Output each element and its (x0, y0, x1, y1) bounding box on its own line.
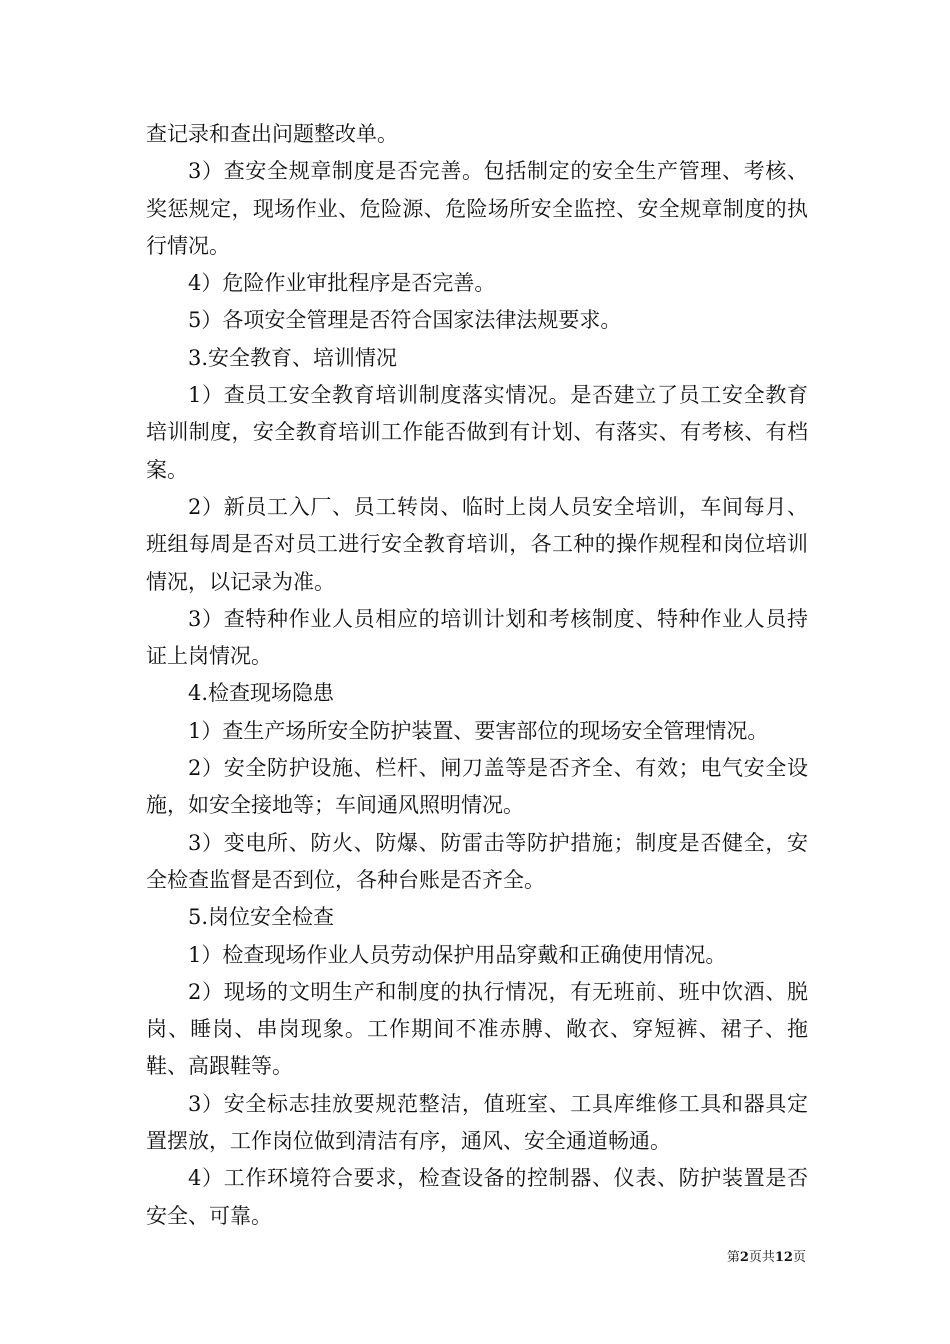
paragraph: 2）现场的文明生产和制度的执行情况，有无班前、班中饮酒、脱岗、睡岗、串岗现象。工作期间不准赤膊、敞衣、穿短裤、裙子、拖鞋、高跟鞋等。 (146, 979, 808, 1079)
paragraph: 3）变电所、防火、防爆、防雷击等防护措施；制度是否健全，安全检查监督是否到位，各种台账是否齐全。 (146, 830, 808, 892)
page-number: 2 (739, 1250, 749, 1265)
paragraph: 3）查安全规章制度是否完善。包括制定的安全生产管理、考核、奖惩规定，现场作业、危险源、危险场所安全监控、安全规章制度的执行情况。 (146, 159, 808, 258)
paragraph: 3）查特种作业人员相应的培训计划和考核制度、特种作业人员持证上岗情况。 (146, 606, 808, 669)
footer-prefix: 第 (726, 1250, 740, 1265)
section-heading: 4.检查现场隐患 (188, 681, 335, 706)
paragraph: 2）新员工入厂、员工转岗、临时上岗人员安全培训，车间每月、班组每周是否对员工进行安全教育培训，各工种的操作规程和岗位培训情况，以记录为准。 (146, 494, 808, 594)
paragraph: 1）查员工安全教育培训制度落实情况。是否建立了员工安全教育培训制度，安全教育培训工作能否做到有计划、有落实、有考核、有档案。 (146, 383, 808, 482)
footer-middle: 页共 (748, 1250, 775, 1265)
section-heading: 3.安全教育、培训情况 (188, 345, 398, 370)
footer-suffix: 页 (792, 1250, 806, 1265)
paragraph: 5）各项安全管理是否符合国家法律法规要求。 (188, 308, 622, 333)
body-text (146, 116, 808, 1235)
section-heading: 5.岗位安全检查 (188, 905, 335, 930)
paragraph: 3）安全标志挂放要规范整洁，值班室、工具库维修工具和器具定置摆放，工作岗位做到清洁有序，通风、安全通道畅通。 (146, 1091, 808, 1154)
total-pages: 12 (774, 1250, 793, 1265)
paragraph: 4）工作环境符合要求，检查设备的控制器、仪表、防护装置是否安全、可靠。 (146, 1166, 808, 1228)
paragraph: 4）危险作业审批程序是否完善。 (188, 271, 496, 296)
paragraph: 查记录和查出问题整改单。 (146, 122, 398, 146)
paragraph: 2）安全防护设施、栏杆、闸刀盖等是否齐全、有效；电气安全设施，如安全接地等；车间通风照明情况。 (146, 756, 808, 818)
paragraph: 1）查生产场所安全防护装置、要害部位的现场安全管理情况。 (188, 718, 769, 743)
paragraph: 1）检查现场作业人员劳动保护用品穿戴和正确使用情况。 (188, 942, 727, 967)
page-footer (727, 1249, 806, 1267)
